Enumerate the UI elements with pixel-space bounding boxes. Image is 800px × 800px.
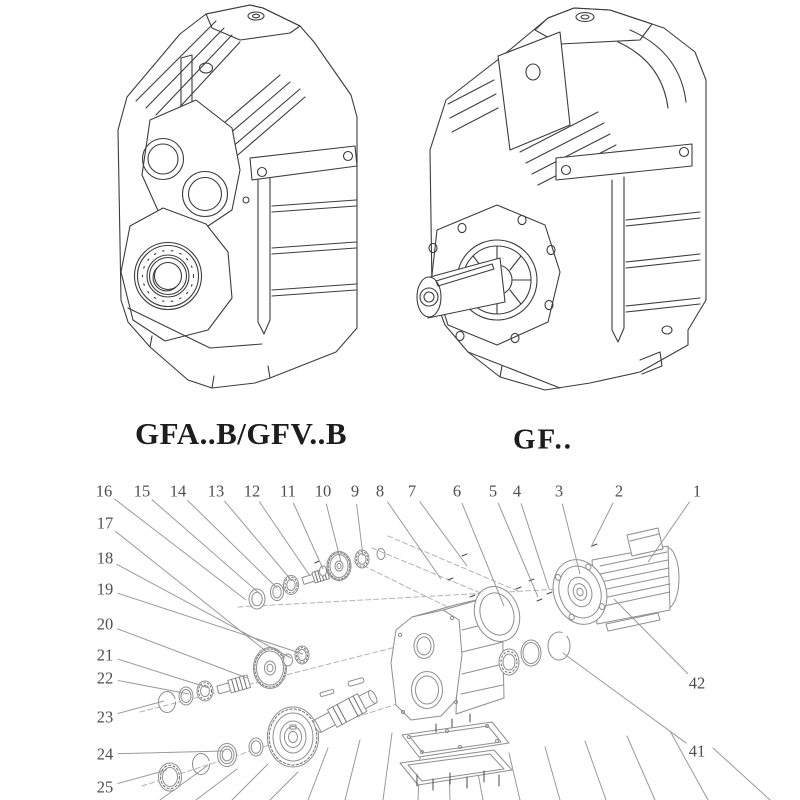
- motor: [545, 528, 679, 632]
- callout-leader-20: [117, 629, 247, 678]
- callout-leader-11: [293, 503, 323, 569]
- callout-leader-15: [152, 500, 259, 593]
- snap-ring: [193, 754, 210, 775]
- intermediate-pinion-shaft: [216, 675, 250, 696]
- callout-leader-8: [387, 502, 441, 579]
- callout-number-42: 42: [688, 673, 706, 693]
- callout-leader-21: [117, 659, 209, 688]
- callout-number-41: 41: [688, 741, 706, 761]
- callout-number-20: 20: [96, 614, 114, 634]
- callout-number-25: 25: [96, 777, 114, 797]
- output-gear: [268, 707, 319, 767]
- callout-number-2: 2: [614, 481, 624, 501]
- callout-number-18: 18: [96, 548, 114, 568]
- callout-leader-24: [118, 751, 223, 754]
- bearing: [197, 681, 213, 701]
- callout-number-1: 1: [692, 481, 702, 501]
- callout-leader-19: [117, 593, 303, 654]
- model-label-right: GF..: [512, 423, 574, 456]
- ball-bearing: [159, 763, 182, 791]
- callout-leader-22: [118, 680, 189, 694]
- callout-number-15: 15: [133, 481, 151, 501]
- intermediate-gear: [254, 648, 287, 689]
- callout-number-3: 3: [554, 481, 564, 501]
- callout-number-17: 17: [96, 513, 114, 533]
- callout-number-12: 12: [243, 481, 261, 501]
- input-shaft-assembly: [249, 549, 385, 610]
- callout-number-21: 21: [96, 645, 114, 665]
- callout-number-24: 24: [96, 744, 114, 764]
- circlip: [377, 549, 385, 560]
- exploded-parts-diagram: [140, 528, 770, 800]
- callout-number-11: 11: [280, 481, 296, 501]
- callout-leader-2: [591, 503, 613, 547]
- washer: [284, 654, 293, 666]
- figure-solid-shaft-reducer: [417, 8, 706, 390]
- spacer-ring: [521, 640, 541, 666]
- callout-number-7: 7: [407, 481, 417, 501]
- callout-number-19: 19: [96, 579, 114, 599]
- callout-number-4: 4: [512, 481, 522, 501]
- callout-number-23: 23: [96, 707, 114, 727]
- figure-hollow-shaft-reducer: [118, 5, 357, 388]
- callout-number-22: 22: [96, 668, 114, 688]
- key: [320, 689, 335, 697]
- callout-number-6: 6: [452, 481, 462, 501]
- callout-leader-14: [187, 500, 277, 588]
- bearing: [355, 550, 369, 568]
- callout-number-10: 10: [314, 481, 332, 501]
- callout-number-8: 8: [375, 481, 385, 501]
- callout-number-13: 13: [207, 481, 225, 501]
- bearing: [499, 649, 519, 675]
- callout-leader-16: [114, 499, 246, 600]
- callout-leader-12: [259, 502, 310, 576]
- callout-leader-5: [498, 503, 538, 597]
- washer: [320, 566, 327, 576]
- callout-number-16: 16: [95, 481, 113, 501]
- callout-number-9: 9: [350, 481, 360, 501]
- callout-leader-41: [563, 653, 687, 743]
- callout-number-14: 14: [169, 481, 187, 501]
- oil-seal: [218, 744, 237, 767]
- callout-leader-17: [115, 531, 267, 652]
- bearing: [284, 576, 299, 595]
- key: [348, 677, 365, 686]
- bearing: [295, 646, 309, 664]
- callout-leader-18: [116, 564, 291, 658]
- callout-leader-9: [357, 504, 363, 556]
- callout-number-5: 5: [488, 481, 498, 501]
- callout-leader-7: [420, 501, 467, 566]
- model-label-left: GFA..B/GFV..B: [134, 416, 348, 451]
- callout-leader-4: [521, 503, 549, 589]
